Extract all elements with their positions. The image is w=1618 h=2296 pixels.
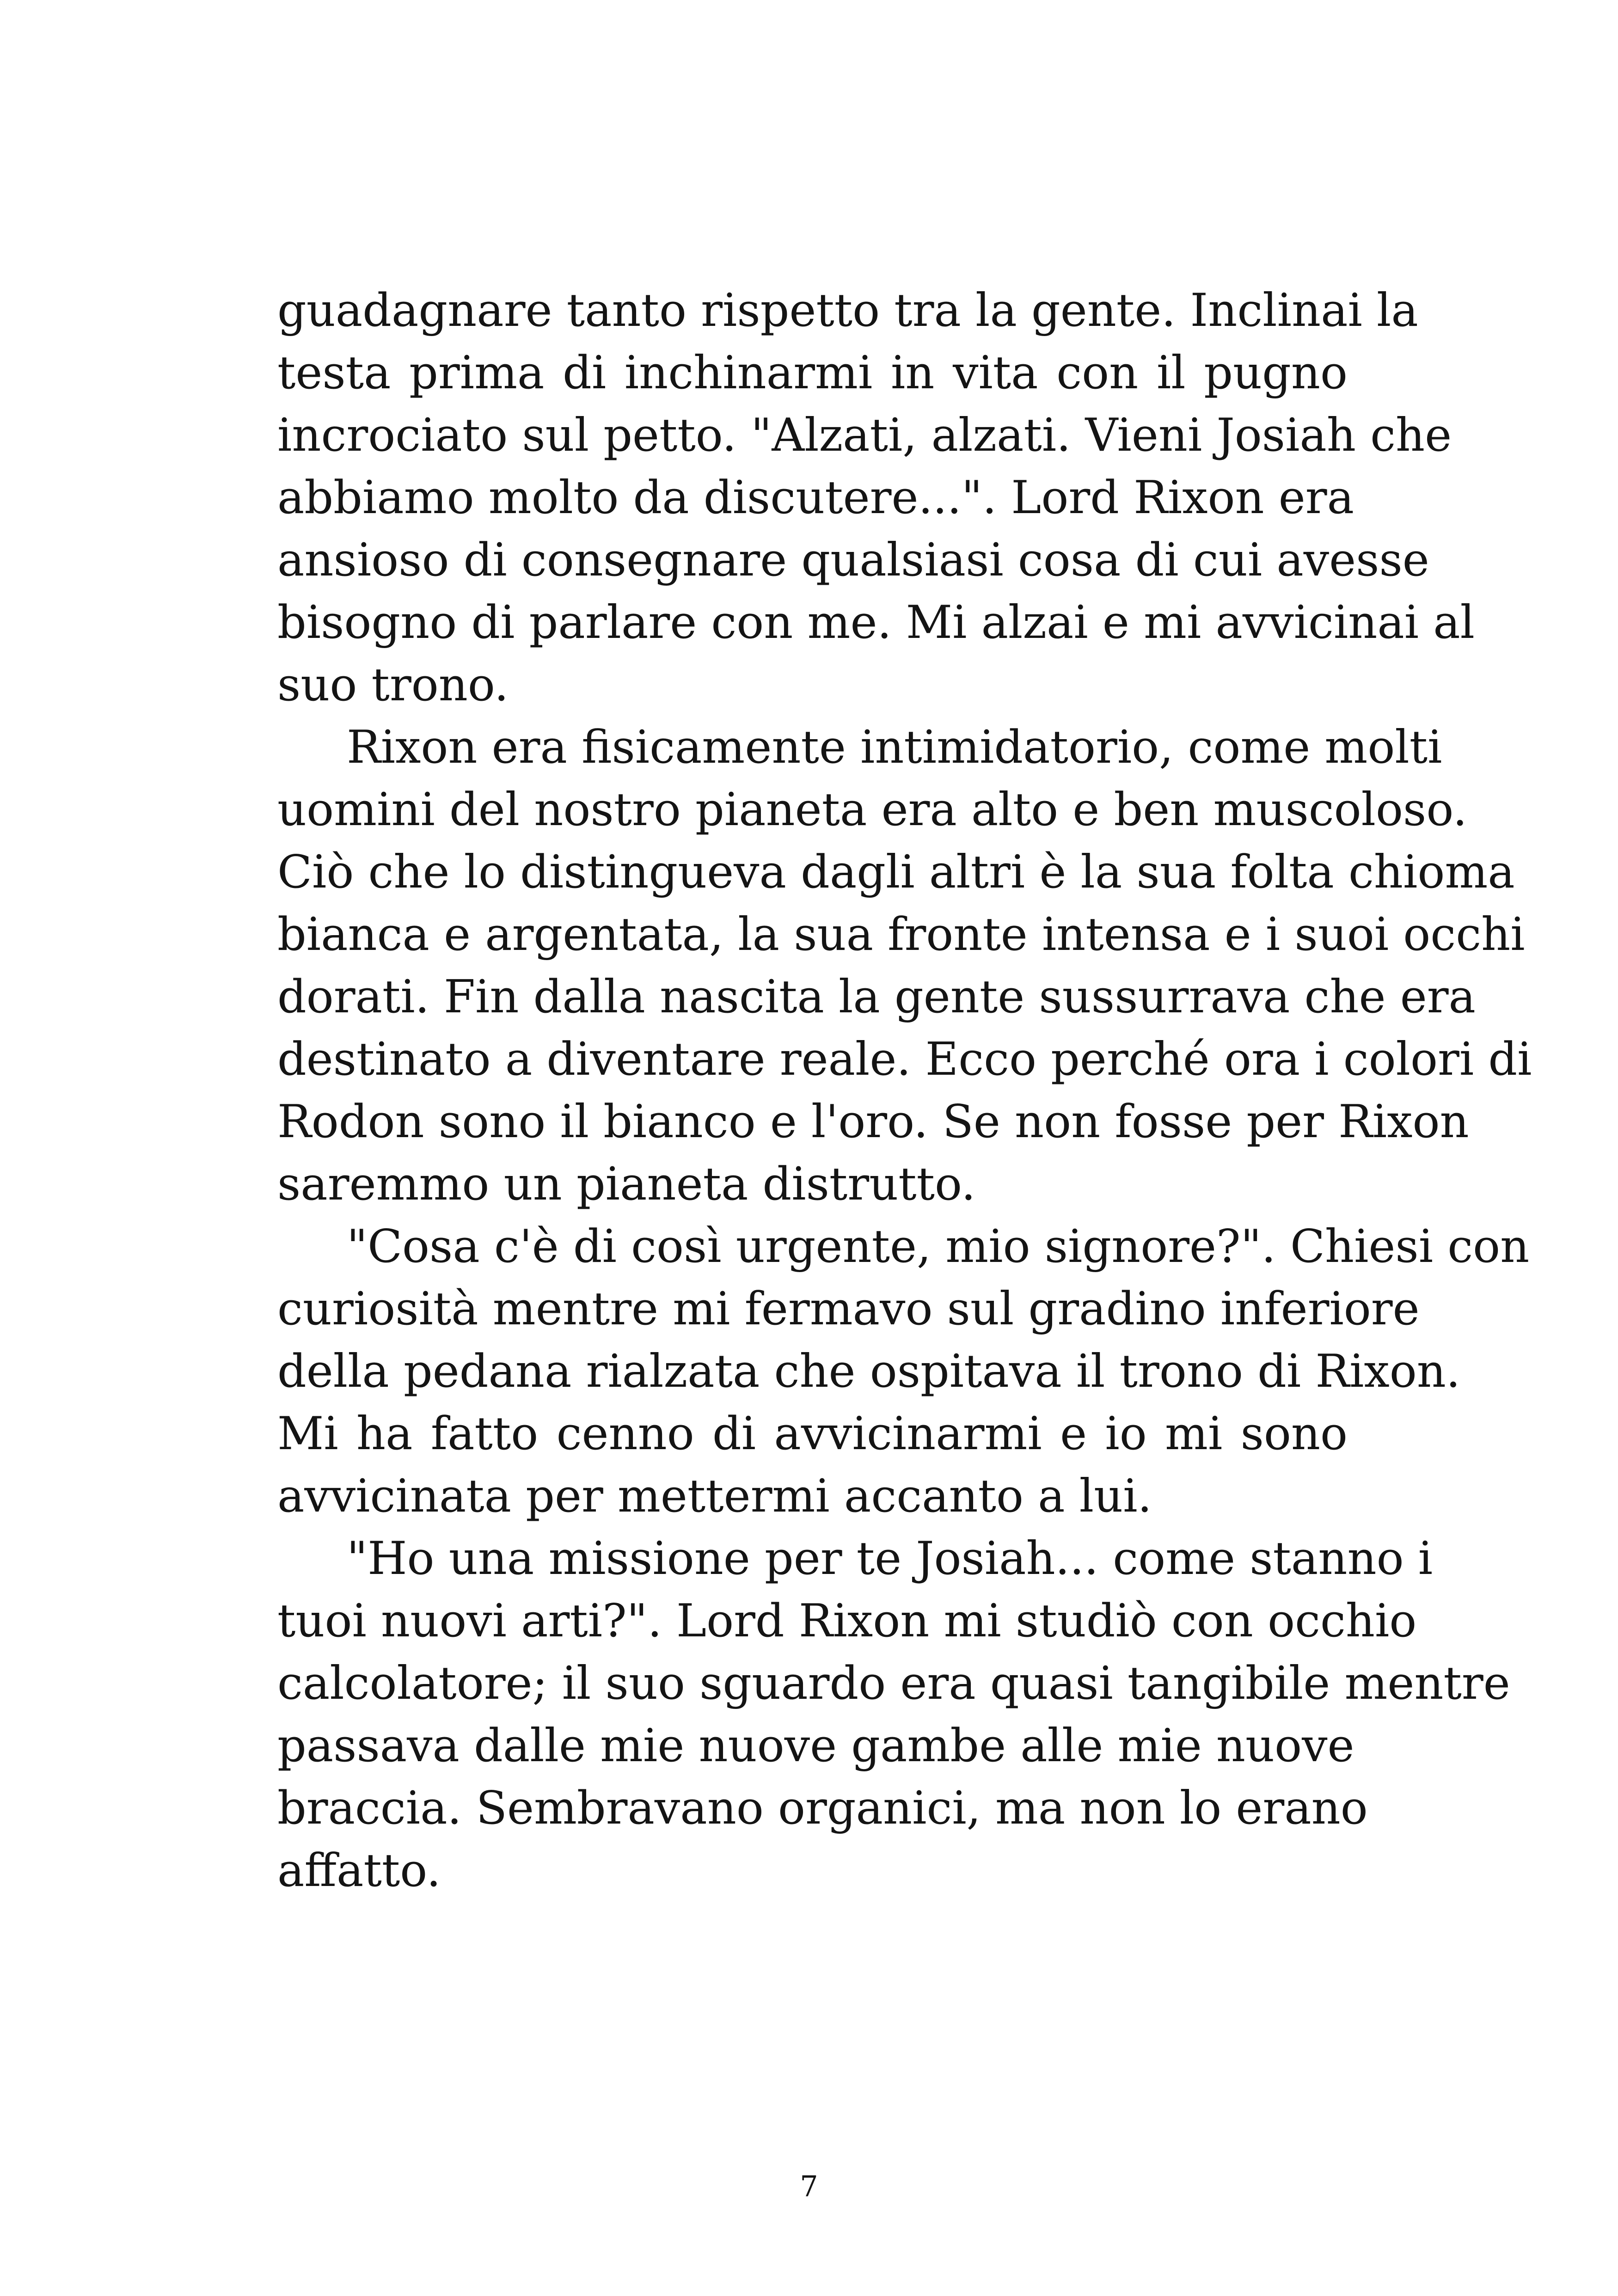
body-text xyxy=(277,280,1532,1902)
page-number: 7 xyxy=(800,2169,818,2203)
text-line: bianca e argentata, la sua fronte intensa e i suoi occhi xyxy=(277,908,1525,961)
text-line: testa prima di inchinarmi in vita con il pugno xyxy=(277,347,1348,399)
text-line: Mi ha fatto cenno di avvicinarmi e io mi sono xyxy=(277,1408,1348,1460)
text-line: calcolatore; il suo sguardo era quasi tangibile mentre xyxy=(277,1657,1510,1710)
text-line: incrociato sul petto. "Alzati, alzati. Vieni Josiah che xyxy=(277,409,1452,462)
text-line: bisogno di parlare con me. Mi alzai e mi avvicinai al xyxy=(277,596,1475,649)
text-line: dorati. Fin dalla nascita la gente sussurrava che era xyxy=(277,971,1476,1023)
text-line: avvicinata per mettermi accanto a lui. xyxy=(277,1470,1152,1523)
text-line: Rodon sono il bianco e l'oro. Se non fosse per Rixon xyxy=(277,1096,1469,1148)
text-line: guadagnare tanto rispetto tra la gente. Inclinai la xyxy=(277,284,1418,337)
text-line: Rixon era fisicamente intimidatorio, come molti xyxy=(347,721,1442,774)
text-line: suo trono. xyxy=(277,659,509,711)
text-line: destinato a diventare reale. Ecco perché ora i colori di xyxy=(277,1033,1532,1086)
text-line: uomini del nostro pianeta era alto e ben muscoloso. xyxy=(277,784,1467,836)
text-line: curiosità mentre mi fermavo sul gradino inferiore xyxy=(277,1283,1420,1335)
text-line: abbiamo molto da discutere...". Lord Rixon era xyxy=(277,471,1354,524)
text-line: ansioso di consegnare qualsiasi cosa di cui avesse xyxy=(277,534,1429,587)
text-line: Ciò che lo distingueva dagli altri è la sua folta chioma xyxy=(277,846,1515,899)
text-line: saremmo un pianeta distrutto. xyxy=(277,1158,976,1211)
text-line: braccia. Sembravano organici, ma non lo erano xyxy=(277,1782,1368,1835)
text-line: "Ho una missione per te Josiah... come stanno i xyxy=(347,1532,1433,1585)
text-line: della pedana rialzata che ospitava il trono di Rixon. xyxy=(277,1345,1461,1398)
text-line: affatto. xyxy=(277,1844,441,1897)
text-line: "Cosa c'è di così urgente, mio signore?". Chiesi con xyxy=(347,1220,1530,1273)
text-line: passava dalle mie nuove gambe alle mie nuove xyxy=(277,1720,1354,1772)
text-line: tuoi nuovi arti?". Lord Rixon mi studiò con occhio xyxy=(277,1595,1417,1647)
